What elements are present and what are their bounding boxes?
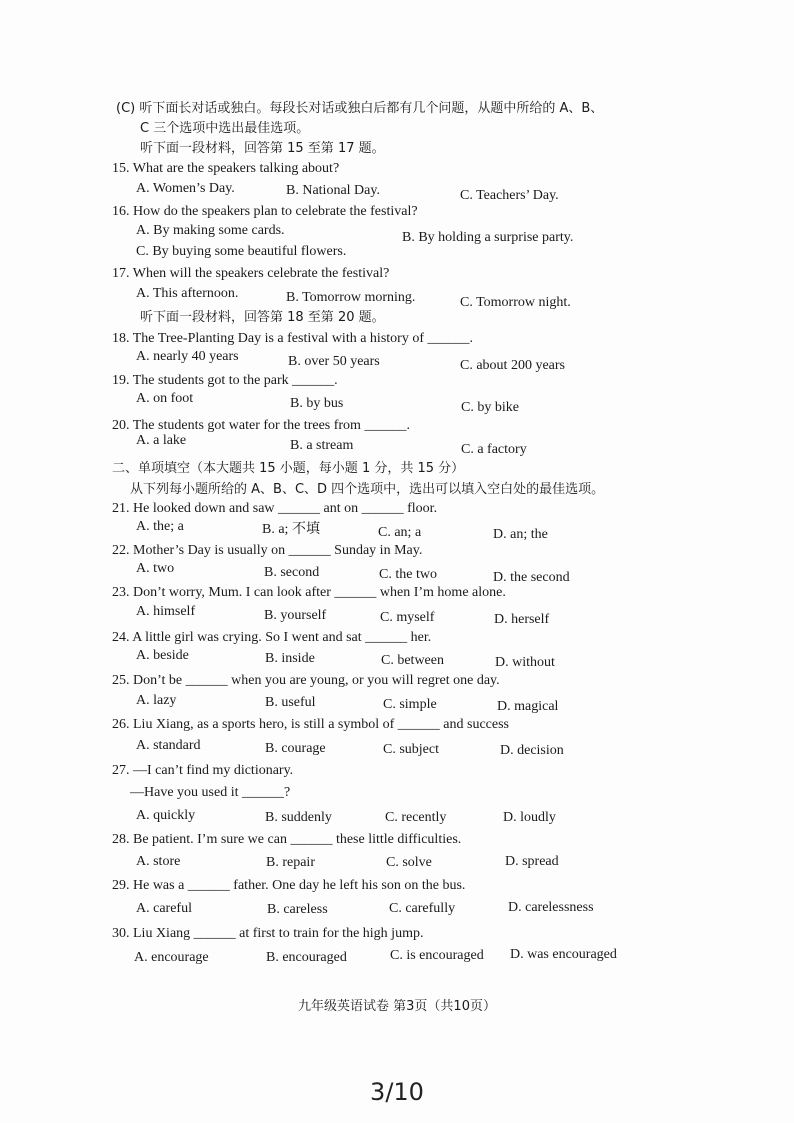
- question-18-option-c: C. about 200 years: [460, 358, 565, 373]
- question-22-stem: 22. Mother’s Day is usually on ______ Sunday in May.: [112, 543, 423, 558]
- section-c-material-18-20: 听下面一段材料，回答第 18 至第 20 题。: [140, 310, 385, 325]
- question-23-option-c: C. myself: [380, 610, 435, 625]
- question-29-option-a: A. careful: [136, 901, 192, 916]
- question-15-option-b: B. National Day.: [286, 183, 380, 198]
- question-22-option-d: D. the second: [493, 570, 570, 585]
- question-27-option-b: B. suddenly: [265, 810, 332, 825]
- question-30-stem: 30. Liu Xiang ______ at first to train for the high jump.: [112, 926, 424, 941]
- question-26-option-d: D. decision: [500, 743, 564, 758]
- question-17-option-c: C. Tomorrow night.: [460, 295, 571, 310]
- section-c-material-15-17: 听下面一段材料，回答第 15 至第 17 题。: [140, 141, 385, 156]
- question-28-option-c: C. solve: [386, 855, 432, 870]
- question-16-option-a: A. By making some cards.: [136, 223, 285, 238]
- question-21-option-b: B. a; 不填: [262, 522, 320, 537]
- question-23-option-a: A. himself: [136, 604, 196, 619]
- question-17-option-b: B. Tomorrow morning.: [286, 290, 416, 305]
- question-18-option-a: A. nearly 40 years: [136, 349, 239, 364]
- section-2-instruction: 从下列每小题所给的 A、B、C、D 四个选项中，选出可以填入空白处的最佳选项。: [130, 482, 605, 497]
- question-19-stem: 19. The students got to the park ______.: [112, 373, 338, 388]
- question-20-option-b: B. a stream: [290, 438, 354, 453]
- question-30-option-c: C. is encouraged: [390, 948, 484, 963]
- question-28-option-a: A. store: [136, 854, 181, 869]
- question-25-option-d: D. magical: [497, 699, 559, 714]
- question-19-option-c: C. by bike: [461, 400, 519, 415]
- section-2-title: 二、单项填空（本大题共 15 小题，每小题 1 分，共 15 分）: [112, 461, 465, 476]
- question-21-option-c: C. an; a: [378, 525, 422, 540]
- question-25-stem: 25. Don’t be ______ when you are young, or you will regret one day.: [112, 673, 500, 688]
- page-indicator: 3/10: [370, 1078, 424, 1106]
- question-28-option-b: B. repair: [266, 855, 315, 870]
- question-23-stem: 23. Don’t worry, Mum. I can look after ______ when I’m home alone.: [112, 585, 506, 600]
- question-27-option-a: A. quickly: [136, 808, 196, 823]
- question-30-option-d: D. was encouraged: [510, 947, 617, 962]
- question-22-option-a: A. two: [136, 561, 175, 576]
- question-20-option-a: A. a lake: [136, 433, 187, 448]
- question-16-stem: 16. How do the speakers plan to celebrate the festival?: [112, 204, 418, 219]
- question-26-option-c: C. subject: [383, 742, 439, 757]
- question-24-option-b: B. inside: [265, 651, 315, 666]
- question-15-option-a: A. Women’s Day.: [136, 181, 235, 196]
- question-19-option-a: A. on foot: [136, 391, 194, 406]
- page-footer: 九年级英语试卷 第3页（共10页）: [298, 999, 496, 1014]
- question-22-option-b: B. second: [264, 565, 320, 580]
- question-27-option-d: D. loudly: [503, 810, 556, 825]
- question-29-option-c: C. carefully: [389, 901, 456, 916]
- question-27-stem-reply: —Have you used it ______?: [130, 785, 291, 800]
- section-c-intro-line2: C 三个选项中选出最佳选项。: [140, 121, 310, 136]
- question-18-stem: 18. The Tree-Planting Day is a festival with a history of ______.: [112, 331, 473, 346]
- question-30-option-b: B. encouraged: [266, 950, 347, 965]
- section-c-intro-line1: (C) 听下面长对话或独白。每段长对话或独白后都有几个问题，从题中所给的 A、B、: [116, 101, 604, 116]
- question-21-stem: 21. He looked down and saw ______ ant on ______ floor.: [112, 501, 438, 516]
- question-24-option-c: C. between: [381, 653, 444, 668]
- question-28-stem: 28. Be patient. I’m sure we can ______ these little difficulties.: [112, 832, 462, 847]
- question-24-option-d: D. without: [495, 655, 555, 670]
- question-24-stem: 24. A little girl was crying. So I went and sat ______ her.: [112, 630, 432, 645]
- question-27-stem: 27. —I can’t find my dictionary.: [112, 763, 294, 778]
- question-21-option-a: A. the; a: [136, 519, 184, 534]
- question-25-option-b: B. useful: [265, 695, 316, 710]
- question-17-option-a: A. This afternoon.: [136, 286, 239, 301]
- question-15-option-c: C. Teachers’ Day.: [460, 188, 559, 203]
- question-15-stem: 15. What are the speakers talking about?: [112, 161, 340, 176]
- question-23-option-d: D. herself: [494, 612, 550, 627]
- question-25-option-c: C. simple: [383, 697, 437, 712]
- question-29-option-d: D. carelessness: [508, 900, 594, 915]
- question-29-stem: 29. He was a ______ father. One day he left his son on the bus.: [112, 878, 466, 893]
- question-25-option-a: A. lazy: [136, 693, 177, 708]
- question-16-option-b: B. By holding a surprise party.: [402, 230, 574, 245]
- question-28-option-d: D. spread: [505, 854, 559, 869]
- question-19-option-b: B. by bus: [290, 396, 344, 411]
- question-27-option-c: C. recently: [385, 810, 447, 825]
- question-29-option-b: B. careless: [267, 902, 328, 917]
- question-20-option-c: C. a factory: [461, 442, 527, 457]
- question-24-option-a: A. beside: [136, 648, 189, 663]
- question-16-option-c: C. By buying some beautiful flowers.: [136, 244, 347, 259]
- question-18-option-b: B. over 50 years: [288, 354, 380, 369]
- question-26-option-b: B. courage: [265, 741, 326, 756]
- question-20-stem: 20. The students got water for the trees from ______.: [112, 418, 410, 433]
- question-23-option-b: B. yourself: [264, 608, 327, 623]
- question-17-stem: 17. When will the speakers celebrate the festival?: [112, 266, 390, 281]
- question-26-option-a: A. standard: [136, 738, 201, 753]
- question-26-stem: 26. Liu Xiang, as a sports hero, is still a symbol of ______ and success: [112, 717, 510, 732]
- question-22-option-c: C. the two: [379, 567, 437, 582]
- question-30-option-a: A. encourage: [134, 950, 209, 965]
- question-21-option-d: D. an; the: [493, 527, 548, 542]
